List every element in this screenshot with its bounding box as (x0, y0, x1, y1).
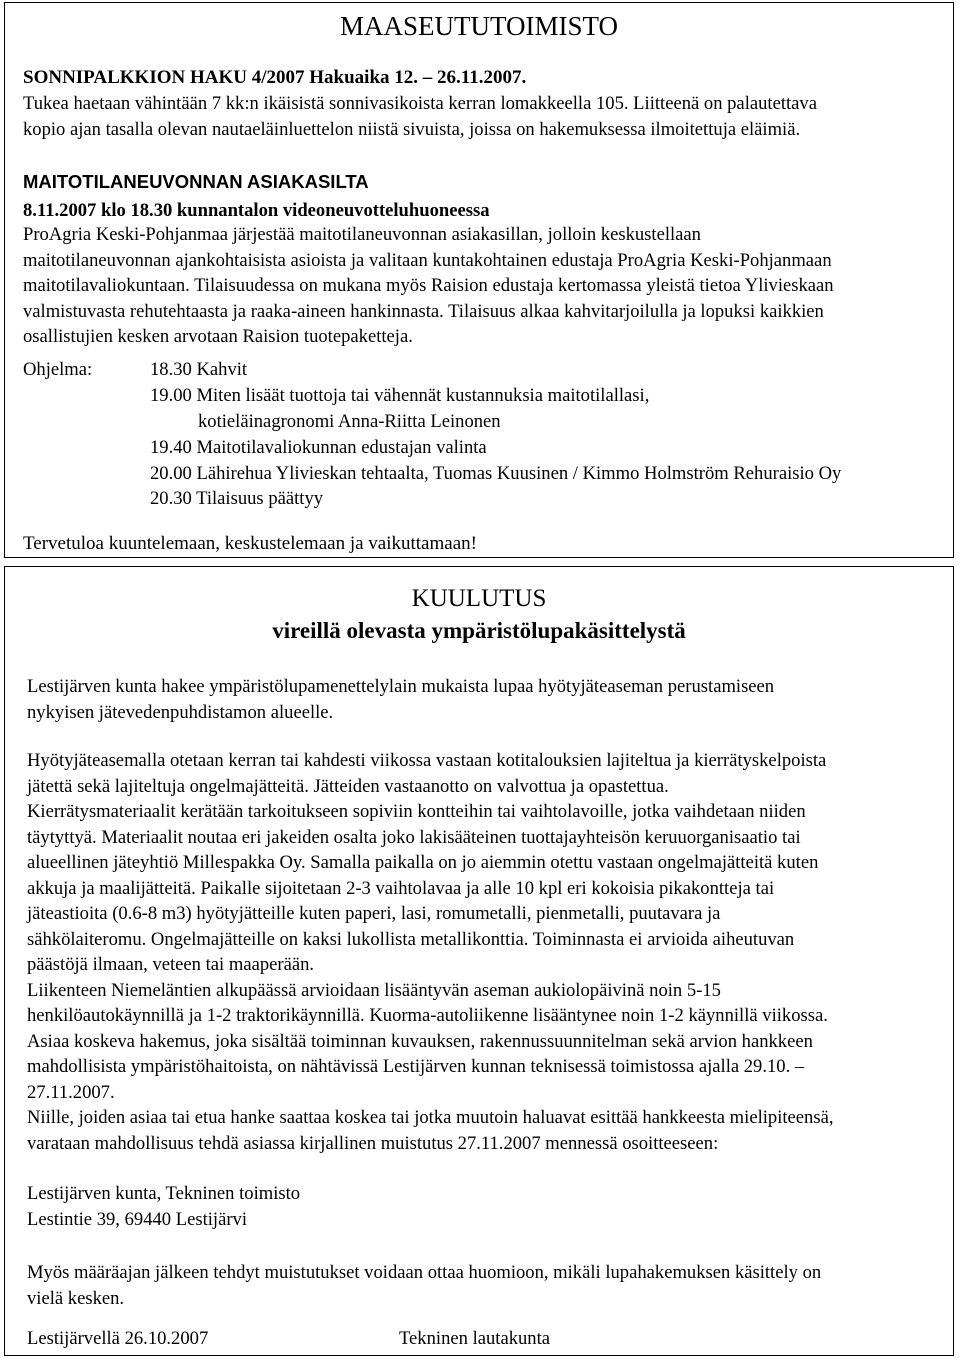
closing-line: Tervetuloa kuuntelemaan, keskustelemaan ja vaikuttamaan! (23, 533, 477, 554)
notice-subtitle: vireillä olevasta ympäristölupakäsittelystä (272, 618, 686, 643)
notice-address (27, 1181, 957, 1232)
notice-intro (27, 674, 957, 725)
detail-line: Liikenteen Niemeläntien alkupäässä arvioidaan lisääntyvän aseman aukiolopäivinä noin 5-15 (27, 979, 721, 1001)
notice-late-submissions (27, 1260, 957, 1311)
intro-line: Lestijärven kunta hakee ympäristölupamenettelylain mukaista lupaa hyötyjäteaseman perustamiseen (27, 676, 775, 697)
program-item: 20.30 Tilaisuus päättyy (150, 488, 324, 509)
signature-place-date: Lestijärvellä 26.10.2007 (27, 1328, 209, 1349)
detail-line: henkilöautokäynnillä ja 1-2 traktorikäynnillä. Kuorma-autoliikenne lisääntynee noin 1-2 käynnillä viikossa. (27, 1005, 828, 1026)
event-description (23, 222, 953, 350)
program-item-continuation: kotieläinagronomi Anna-Riitta Leinonen (198, 411, 501, 432)
grant-line: kopio ajan tasalla olevan nautaeläinluettelon niistä sivuista, joissa on hakemuksessa ilmoitettuja eläimiä. (23, 118, 801, 140)
detail-line: varataan mahdollisuus tehdä asiassa kirjallinen muistutus 27.11.2007 mennessä osoitteeseen: (27, 1132, 719, 1154)
program-label: Ohjelma: (23, 359, 93, 380)
section-title: MAASEUTUTOIMISTO (339, 11, 618, 41)
detail-line: 27.11.2007. (27, 1081, 115, 1103)
kuulutus-notice (4, 566, 954, 1356)
intro-line: nykyisen jätevedenpuhdistamon alueelle. (27, 701, 334, 723)
program-item: 18.30 Kahvit (150, 359, 248, 380)
event-line: osallistujien kesken arvotaan Raision tuotepaketteja. (23, 326, 413, 347)
detail-line: Asiaa koskeva hakemus, joka sisältää toiminnan kuvauksen, rakennussuunnitelman sekä arvion hankkeen (27, 1030, 813, 1052)
event-line: ProAgria Keski-Pohjanmaa järjestää maitotilaneuvonnan asiakasillan, jolloin keskustellaan (23, 224, 701, 245)
detail-line: jätettä sekä lajiteltuja ongelmajätteitä. Jätteiden vastaanotto on valvottua ja opastettua. (27, 775, 669, 797)
detail-line: akkuja ja maalijätteitä. Paikalle sijoitetaan 2-3 vaihtolavaa ja alle 10 kpl eri kokoisia pikakontteja tai (27, 877, 775, 899)
detail-line: päästöjä ilmaan, veteen tai maaperään. (27, 954, 315, 975)
note-line: vielä kesken. (27, 1287, 125, 1309)
maaseututoimisto-notice (4, 2, 954, 558)
grant-text (23, 91, 953, 142)
event-heading: MAITOTILANEUVONNAN ASIAKASILTA (23, 171, 369, 192)
grant-line: Tukea haetaan vähintään 7 kk:n ikäisistä sonnivasikoista kerran lomakkeella 105. Liitteenä on palautettava (23, 93, 817, 114)
detail-line: täytyttyä. Materiaalit noutaa eri jakeiden osalta joko lakisääteinen tuottajayhteisön keruuorganisaatio tai (27, 826, 801, 848)
program-item: 19.40 Maitotilavaliokunnan edustajan valinta (150, 437, 487, 458)
address-line: Lestijärven kunta, Tekninen toimisto (27, 1183, 301, 1204)
note-line: Myös määräajan jälkeen tehdyt muistutukset voidaan ottaa huomioon, mikäli lupahakemuksen käsittely on (27, 1262, 822, 1283)
detail-line: Hyötyjäteasemalla otetaan kerran tai kahdesti viikossa vastaan kotitalouksien lajiteltua ja kierrätyskelpoista (27, 750, 827, 771)
detail-line: alueellinen jäteyhtiö Millespakka Oy. Samalla paikalla on jo aiemmin otettu vastaan ongelmajätteitä kuten (27, 852, 819, 873)
event-line: valmistuvasta rehutehtaasta ja raaka-aineen hankinnasta. Tilaisuus alkaa kahvitarjoilulla ja lopuksi kaikkien (23, 300, 824, 322)
notice-title: KUULUTUS (411, 585, 547, 612)
event-date-line: 8.11.2007 klo 18.30 kunnantalon videoneuvotteluhuoneessa (23, 200, 490, 221)
event-line: maitotilaneuvonnan ajankohtaisista asioista ja valitaan kuntakohtainen edustaja ProAgria Keski-Pohjanmaan (23, 249, 832, 271)
detail-line: mahdollisista ympäristöhaitoista, on nähtävissä Lestijärven kunnan teknisessä toimistossa ajalla 29.10. – (27, 1056, 805, 1077)
signature-organization: Tekninen lautakunta (399, 1328, 551, 1349)
address-line: Lestintie 39, 69440 Lestijärvi (27, 1208, 247, 1230)
grant-heading: SONNIPALKKION HAKU 4/2007 Hakuaika 12. – 26.11.2007. (23, 67, 527, 88)
detail-line: Kierrätysmateriaalit kerätään tarkoitukseen sopiviin kontteihin tai vaihtolavoille, jotka vaihdetaan niiden (27, 801, 806, 822)
detail-line: jäteastioita (0.6-8 m3) hyötyjätteille kuten paperi, lasi, romumetalli, pienmetalli, puutavara ja (27, 903, 721, 924)
detail-line: sähkölaiteromu. Ongelmajätteille on kaksi lukollista metallikonttia. Toiminnasta ei arvioida aiheutuvan (27, 928, 795, 950)
event-line: maitotilavaliokuntaan. Tilaisuudessa on mukana myös Raision edustaja kertomassa yleistä tietoa Ylivieskaan (23, 275, 834, 296)
notice-details (27, 748, 957, 1156)
program-item: 20.00 Lähirehua Ylivieskan tehtaalta, Tuomas Kuusinen / Kimmo Holmström Rehuraisio Oy (150, 463, 842, 484)
detail-line: Niille, joiden asiaa tai etua hanke saattaa koskea tai jotka muutoin haluavat esittää hankkeesta mielipiteensä, (27, 1107, 834, 1128)
program-item: 19.00 Miten lisäät tuottoja tai vähennät kustannuksia maitotilallasi, (150, 385, 650, 406)
